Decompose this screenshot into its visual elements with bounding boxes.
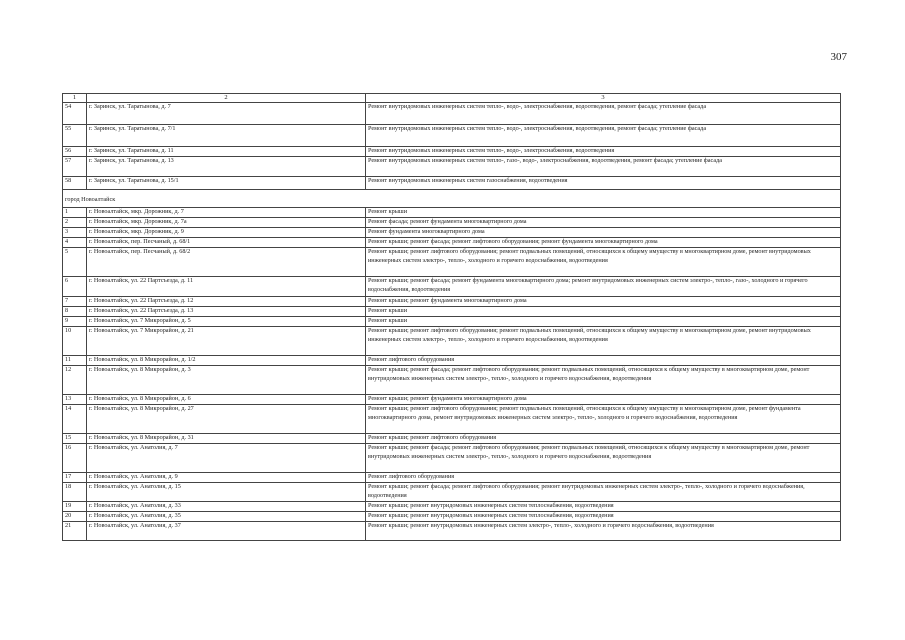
header-col-3: 3	[366, 94, 841, 103]
row-works: Ремонт крыши; ремонт фасада; ремонт лифтового оборудования; ремонт подвальных помещений, относящихся к общему имуществу в многоквартирном доме, ремонт внутридомовых инженерных систем электро-, тепло-, холодного и горячего водоснабжения, водоотведения	[366, 444, 841, 473]
row-number: 1	[63, 208, 87, 218]
table-row	[63, 307, 841, 317]
row-works: Ремонт фасада; ремонт фундамента многоквартирного дома	[366, 218, 841, 228]
row-address: г. Новоалтайск, мкр. Дорожник, д. 7а	[87, 218, 366, 228]
row-address: г. Новоалтайск, ул. Анатолия, д. 33	[87, 502, 366, 512]
section-title: город Новоалтайск	[63, 190, 841, 208]
table-header-row	[63, 94, 841, 103]
row-address: г. Заринск, ул. Таратынова, д. 11	[87, 147, 366, 157]
table-row	[63, 395, 841, 405]
row-number: 54	[63, 103, 87, 125]
table-row	[63, 125, 841, 147]
row-address: г. Заринск, ул. Таратынова, д. 15/1	[87, 177, 366, 190]
row-works: Ремонт крыши; ремонт лифтового оборудования; ремонт подвальных помещений, относящихся к общему имуществу в многоквартирном доме, ремонт фундамента многоквартирного дома, ремонт внутридомовых инженерных систем электро-, тепло-, холодного и горячего водоснабжения, водоотведения	[366, 405, 841, 434]
row-address: г. Новоалтайск, пер. Песчаный, д. 68/2	[87, 248, 366, 277]
row-works: Ремонт фундамента многоквартирного дома	[366, 228, 841, 238]
row-works: Ремонт крыши; ремонт лифтового оборудования; ремонт подвальных помещений, относящихся к общему имуществу в многоквартирном доме, ремонт внутридомовых инженерных систем электро-, тепло-, холодного и горячего водоснабжения, водоотведения	[366, 248, 841, 277]
row-works: Ремонт крыши; ремонт фасада; ремонт фундамента многоквартирного дома; ремонт внутридомовых инженерных систем электро-, тепло-, газо-, холодного и горячего водоснабжения, водоотведения	[366, 277, 841, 297]
row-number: 8	[63, 307, 87, 317]
row-number: 15	[63, 434, 87, 444]
row-number: 17	[63, 473, 87, 483]
table-row	[63, 444, 841, 473]
row-number: 13	[63, 395, 87, 405]
row-address: г. Новоалтайск, ул. 8 Микрорайон, д. 1/2	[87, 356, 366, 366]
table-row	[63, 147, 841, 157]
row-address: г. Заринск, ул. Таратынова, д. 7	[87, 103, 366, 125]
row-works: Ремонт крыши; ремонт внутридомовых инженерных систем теплоснабжения, водоотведения	[366, 502, 841, 512]
table-row	[63, 483, 841, 502]
table-row	[63, 356, 841, 366]
row-address: г. Новоалтайск, ул. Анатолия, д. 9	[87, 473, 366, 483]
row-number: 18	[63, 483, 87, 502]
row-number: 9	[63, 317, 87, 327]
row-number: 57	[63, 157, 87, 177]
row-address: г. Новоалтайск, пер. Песчаный, д. 68/1	[87, 238, 366, 248]
row-works: Ремонт внутридомовых инженерных систем тепло-, газо-, водо-, электроснабжения, водоотведения, ремонт фасада; утепление фасада	[366, 157, 841, 177]
row-works: Ремонт внутридомовых инженерных систем тепло-, водо-, электроснабжения, водоотведения	[366, 147, 841, 157]
row-address: г. Новоалтайск, ул. Анатолия, д. 37	[87, 522, 366, 541]
row-address: г. Заринск, ул. Таратынова, д. 13	[87, 157, 366, 177]
table-row	[63, 317, 841, 327]
row-number: 16	[63, 444, 87, 473]
table-row	[63, 297, 841, 307]
row-works: Ремонт крыши; ремонт фасада; ремонт лифтового оборудования; ремонт подвальных помещений, относящихся к общему имуществу в многоквартирном доме, ремонт внутридомовых инженерных систем электро-, тепло-, холодного и горячего водоснабжения, водоотведения	[366, 366, 841, 395]
row-address: г. Новоалтайск, ул. 7 Микрорайон, д. 5	[87, 317, 366, 327]
table-row	[63, 208, 841, 218]
row-number: 21	[63, 522, 87, 541]
repair-table	[62, 93, 841, 541]
row-address: г. Новоалтайск, ул. Анатолия, д. 35	[87, 512, 366, 522]
row-works: Ремонт лифтового оборудования	[366, 356, 841, 366]
table-row	[63, 512, 841, 522]
row-address: г. Новоалтайск, ул. 7 Микрорайон, д. 21	[87, 327, 366, 356]
row-address: г. Новоалтайск, ул. 8 Микрорайон, д. 6	[87, 395, 366, 405]
header-col-1: 1	[63, 94, 87, 103]
row-works: Ремонт крыши; ремонт внутридомовых инженерных систем теплоснабжения, водоотведения	[366, 512, 841, 522]
row-address: г. Новоалтайск, ул. Анатолия, д. 7	[87, 444, 366, 473]
row-number: 12	[63, 366, 87, 395]
table-row	[63, 248, 841, 277]
row-works: Ремонт крыши; ремонт лифтового оборудования; ремонт подвальных помещений, относящихся к общему имуществу в многоквартирном доме, ремонт внутридомовых инженерных систем электро-, тепло-, холодного и горячего водоснабжения, водоотведения	[366, 327, 841, 356]
row-works: Ремонт крыши; ремонт лифтового оборудования	[366, 434, 841, 444]
row-works: Ремонт крыши; ремонт внутридомовых инженерных систем электро-, тепло-, холодного и горячего водоснабжения, водоотведения	[366, 522, 841, 541]
row-number: 5	[63, 248, 87, 277]
row-number: 6	[63, 277, 87, 297]
table-row	[63, 502, 841, 512]
row-address: г. Новоалтайск, ул. 22 Партсъезда, д. 12	[87, 297, 366, 307]
row-address: г. Новоалтайск, ул. 8 Микрорайон, д. 3	[87, 366, 366, 395]
row-works: Ремонт внутридомовых инженерных систем газоснабжения, водоотведения	[366, 177, 841, 190]
row-number: 55	[63, 125, 87, 147]
row-address: г. Новоалтайск, ул. 22 Партсъезда, д. 13	[87, 307, 366, 317]
row-works: Ремонт внутридомовых инженерных систем тепло-, водо-, электроснабжения, водоотведения, ремонт фасада; утепление фасада	[366, 103, 841, 125]
row-works: Ремонт крыши; ремонт фасада; ремонт лифтового оборудования; ремонт фундамента многоквартирного дома	[366, 238, 841, 248]
section-row	[63, 190, 841, 208]
row-address: г. Новоалтайск, ул. 8 Микрорайон, д. 31	[87, 434, 366, 444]
table-row	[63, 157, 841, 177]
row-works: Ремонт крыши; ремонт фасада; ремонт лифтового оборудования; ремонт внутридомовых инженерных систем электро-, тепло-, холодного и горячего водоснабжения, водоотведения	[366, 483, 841, 502]
row-works: Ремонт крыши; ремонт фундамента многоквартирного дома	[366, 297, 841, 307]
table-row	[63, 103, 841, 125]
row-works: Ремонт крыши; ремонт фундамента многоквартирного дома	[366, 395, 841, 405]
table-row	[63, 177, 841, 190]
table-row	[63, 218, 841, 228]
row-number: 14	[63, 405, 87, 434]
table-row	[63, 228, 841, 238]
table-row	[63, 327, 841, 356]
row-address: г. Новоалтайск, ул. 8 Микрорайон, д. 27	[87, 405, 366, 434]
row-works: Ремонт крыши	[366, 307, 841, 317]
row-address: г. Новоалтайск, ул. 22 Партсъезда, д. 11	[87, 277, 366, 297]
row-number: 10	[63, 327, 87, 356]
page-number: 307	[830, 51, 847, 63]
row-number: 19	[63, 502, 87, 512]
row-number: 58	[63, 177, 87, 190]
table-row	[63, 434, 841, 444]
table-row	[63, 238, 841, 248]
row-number: 56	[63, 147, 87, 157]
row-number: 2	[63, 218, 87, 228]
row-number: 11	[63, 356, 87, 366]
row-number: 7	[63, 297, 87, 307]
header-col-2: 2	[87, 94, 366, 103]
row-works: Ремонт внутридомовых инженерных систем тепло-, водо-, электроснабжения, водоотведения, ремонт фасада; утепление фасада	[366, 125, 841, 147]
table-row	[63, 366, 841, 395]
row-address: г. Новоалтайск, ул. Анатолия, д. 15	[87, 483, 366, 502]
table-row	[63, 405, 841, 434]
row-address: г. Новоалтайск, мкр. Дорожник, д. 9	[87, 228, 366, 238]
row-works: Ремонт лифтового оборудования	[366, 473, 841, 483]
row-number: 20	[63, 512, 87, 522]
row-number: 3	[63, 228, 87, 238]
row-works: Ремонт крыши	[366, 208, 841, 218]
row-works: Ремонт крыши	[366, 317, 841, 327]
table-row	[63, 473, 841, 483]
table-row	[63, 522, 841, 541]
table-row	[63, 277, 841, 297]
row-number: 4	[63, 238, 87, 248]
row-address: г. Заринск, ул. Таратынова, д. 7/1	[87, 125, 366, 147]
row-address: г. Новоалтайск, мкр. Дорожник, д. 7	[87, 208, 366, 218]
